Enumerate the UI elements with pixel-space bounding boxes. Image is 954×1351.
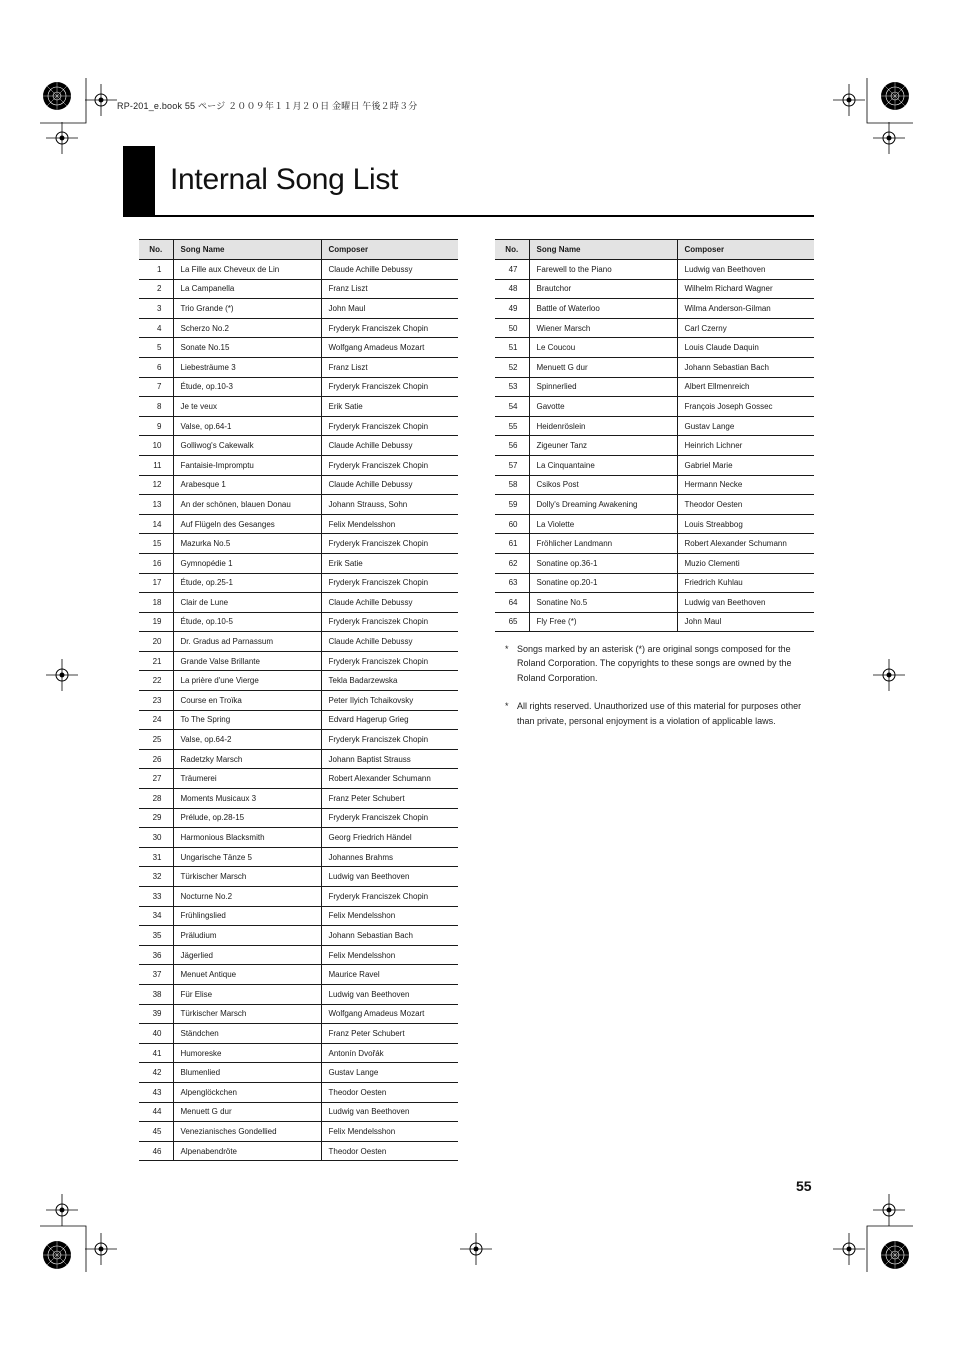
song-rows <box>495 260 814 632</box>
table-row <box>139 1024 458 1044</box>
page-title: Internal Song List <box>170 163 399 196</box>
title-rule <box>123 215 814 217</box>
starburst-icon <box>881 82 909 110</box>
composer-name: John Maul <box>321 299 458 319</box>
table-row <box>139 926 458 946</box>
song-name: An der schönen, blauen Donau <box>173 495 321 515</box>
header-no: No. <box>495 240 529 260</box>
header-song-name: Song Name <box>529 240 677 260</box>
song-name: Trio Grande (*) <box>173 299 321 319</box>
composer-name: Fryderyk Franciszek Chopin <box>321 318 458 338</box>
composer-name: Edvard Hagerup Grieg <box>321 710 458 730</box>
song-name: Menuett G dur <box>173 1102 321 1122</box>
song-name: Sonatine op.20-1 <box>529 573 677 593</box>
table-row <box>139 945 458 965</box>
song-name: Auf Flügeln des Gesanges <box>173 514 321 534</box>
composer-name: Johann Sebastian Bach <box>321 926 458 946</box>
crosshair-icon <box>85 84 117 116</box>
composer-name: Johann Sebastian Bach <box>677 357 814 377</box>
song-name: Arabesque 1 <box>173 475 321 495</box>
song-name: Scherzo No.2 <box>173 318 321 338</box>
song-name: Fly Free (*) <box>529 612 677 632</box>
song-name: Le Coucou <box>529 338 677 358</box>
composer-name: Fryderyk Franciszek Chopin <box>321 534 458 554</box>
table-row <box>495 514 814 534</box>
table-row <box>139 632 458 652</box>
composer-name: Peter Ilyich Tchaikovsky <box>321 691 458 711</box>
song-name: Battle of Waterloo <box>529 299 677 319</box>
song-number: 52 <box>495 357 529 377</box>
table-row <box>495 318 814 338</box>
song-name: Golliwog's Cakewalk <box>173 436 321 456</box>
song-name: Moments Musicaux 3 <box>173 789 321 809</box>
table-row <box>139 416 458 436</box>
song-name: Clair de Lune <box>173 593 321 613</box>
song-number: 11 <box>139 455 173 475</box>
song-number: 2 <box>139 279 173 299</box>
table-row <box>139 593 458 613</box>
song-name: Venezianisches Gondellied <box>173 1122 321 1142</box>
composer-name: Johannes Brahms <box>321 847 458 867</box>
song-name: La Violette <box>529 514 677 534</box>
table-row <box>139 1082 458 1102</box>
table-row <box>139 1043 458 1063</box>
table-row <box>495 573 814 593</box>
song-number: 17 <box>139 573 173 593</box>
song-name: Étude, op.10-3 <box>173 377 321 397</box>
composer-name: Ludwig van Beethoven <box>321 984 458 1004</box>
song-number: 32 <box>139 867 173 887</box>
song-number: 36 <box>139 945 173 965</box>
composer-name: Claude Achille Debussy <box>321 475 458 495</box>
song-number: 65 <box>495 612 529 632</box>
crosshair-icon <box>46 1194 78 1226</box>
crosshair-icon <box>873 659 905 691</box>
song-number: 63 <box>495 573 529 593</box>
song-name: Radetzky Marsch <box>173 749 321 769</box>
table-row <box>495 495 814 515</box>
composer-name: Johann Strauss, Sohn <box>321 495 458 515</box>
song-number: 30 <box>139 828 173 848</box>
table-row <box>139 1063 458 1083</box>
song-number: 3 <box>139 299 173 319</box>
song-name: Humoreske <box>173 1043 321 1063</box>
table-row <box>495 593 814 613</box>
composer-name: Fryderyk Franciszek Chopin <box>321 455 458 475</box>
composer-name: Fryderyk Franciszek Chopin <box>321 651 458 671</box>
header-composer: Composer <box>677 240 814 260</box>
composer-name: Franz Peter Schubert <box>321 1024 458 1044</box>
song-name: La prière d'une Vierge <box>173 671 321 691</box>
song-number: 45 <box>139 1122 173 1142</box>
table-row <box>139 534 458 554</box>
song-name: Valse, op.64-1 <box>173 416 321 436</box>
composer-name: Wilhelm Richard Wagner <box>677 279 814 299</box>
song-name: Türkischer Marsch <box>173 1004 321 1024</box>
song-name: Fröhlicher Landmann <box>529 534 677 554</box>
song-name: Wiener Marsch <box>529 318 677 338</box>
crosshair-icon <box>46 122 78 154</box>
song-number: 16 <box>139 553 173 573</box>
song-name: Gavotte <box>529 397 677 417</box>
song-name: Für Elise <box>173 984 321 1004</box>
table-row <box>139 279 458 299</box>
song-number: 37 <box>139 965 173 985</box>
song-name: Alpenglöckchen <box>173 1082 321 1102</box>
table-row <box>139 984 458 1004</box>
title-black-block <box>123 146 155 217</box>
composer-name: Felix Mendelsshon <box>321 514 458 534</box>
song-number: 51 <box>495 338 529 358</box>
composer-name: Wolfgang Amadeus Mozart <box>321 338 458 358</box>
composer-name: Gabriel Marie <box>677 455 814 475</box>
table-row <box>139 260 458 280</box>
composer-name: Friedrich Kuhlau <box>677 573 814 593</box>
song-number: 34 <box>139 906 173 926</box>
table-row <box>495 279 814 299</box>
song-name: Harmonious Blacksmith <box>173 828 321 848</box>
footnote-text: Songs marked by an asterisk (*) are original songs composed for the Roland Corporation. The copyrights to these songs are owned by the Roland Corporation. <box>517 644 792 683</box>
song-number: 29 <box>139 808 173 828</box>
table-row <box>495 436 814 456</box>
song-name: Étude, op.10-5 <box>173 612 321 632</box>
composer-name: Erik Satie <box>321 397 458 417</box>
table-row <box>495 475 814 495</box>
table-row <box>139 867 458 887</box>
song-number: 43 <box>139 1082 173 1102</box>
table-row <box>495 260 814 280</box>
composer-name: Albert Ellmenreich <box>677 377 814 397</box>
composer-name: Felix Mendelsshon <box>321 1122 458 1142</box>
song-number: 26 <box>139 749 173 769</box>
song-name: Grande Valse Brillante <box>173 651 321 671</box>
table-row <box>139 514 458 534</box>
song-number: 14 <box>139 514 173 534</box>
song-number: 13 <box>139 495 173 515</box>
crosshair-icon <box>833 84 865 116</box>
song-number: 46 <box>139 1141 173 1161</box>
song-number: 20 <box>139 632 173 652</box>
song-number: 58 <box>495 475 529 495</box>
song-name: Jägerlied <box>173 945 321 965</box>
song-number: 61 <box>495 534 529 554</box>
crosshair-icon <box>460 1233 492 1265</box>
song-number: 21 <box>139 651 173 671</box>
composer-name: Wilma Anderson-Gilman <box>677 299 814 319</box>
song-name: Heidenröslein <box>529 416 677 436</box>
composer-name: Ludwig van Beethoven <box>321 1102 458 1122</box>
composer-name: Fryderyk Franciszek Chopin <box>321 808 458 828</box>
table-row <box>139 847 458 867</box>
starburst-icon <box>43 1241 71 1269</box>
song-number: 49 <box>495 299 529 319</box>
song-number: 56 <box>495 436 529 456</box>
song-number: 10 <box>139 436 173 456</box>
song-name: Fantaisie-Impromptu <box>173 455 321 475</box>
table-row <box>139 671 458 691</box>
composer-name: Felix Mendelsshon <box>321 906 458 926</box>
composer-name: Fryderyk Franciszek Chopin <box>321 377 458 397</box>
composer-name: John Maul <box>677 612 814 632</box>
table-row <box>139 730 458 750</box>
composer-name: Claude Achille Debussy <box>321 260 458 280</box>
composer-name: Fryderyk Franciszek Chopin <box>321 612 458 632</box>
composer-name: Franz Liszt <box>321 279 458 299</box>
song-number: 18 <box>139 593 173 613</box>
table-row <box>139 749 458 769</box>
header-song-name: Song Name <box>173 240 321 260</box>
table-row <box>139 475 458 495</box>
composer-name: François Joseph Gossec <box>677 397 814 417</box>
crosshair-icon <box>873 1194 905 1226</box>
song-name: Liebesträume 3 <box>173 357 321 377</box>
table-row <box>495 299 814 319</box>
song-number: 8 <box>139 397 173 417</box>
song-name: Zigeuner Tanz <box>529 436 677 456</box>
song-number: 24 <box>139 710 173 730</box>
song-number: 57 <box>495 455 529 475</box>
table-row <box>495 612 814 632</box>
table-row <box>139 357 458 377</box>
table-row <box>139 887 458 907</box>
composer-name: Fryderyk Franciszek Chopin <box>321 730 458 750</box>
header-composer: Composer <box>321 240 458 260</box>
song-name: La Campanella <box>173 279 321 299</box>
song-number: 33 <box>139 887 173 907</box>
song-name: Dolly's Dreaming Awakening <box>529 495 677 515</box>
song-name: Menuet Antique <box>173 965 321 985</box>
composer-name: Ludwig van Beethoven <box>677 260 814 280</box>
table-row <box>495 397 814 417</box>
song-number: 5 <box>139 338 173 358</box>
song-name: Brautchor <box>529 279 677 299</box>
table-row <box>139 553 458 573</box>
song-rows <box>139 260 458 1161</box>
composer-name: Fryderyk Franciszek Chopin <box>321 573 458 593</box>
table-row <box>139 318 458 338</box>
page-number: 55 <box>796 1178 812 1194</box>
composer-name: Hermann Necke <box>677 475 814 495</box>
table-row <box>139 906 458 926</box>
song-number: 25 <box>139 730 173 750</box>
song-number: 54 <box>495 397 529 417</box>
table-header-row <box>139 240 458 260</box>
song-name: Je te veux <box>173 397 321 417</box>
song-name: Mazurka No.5 <box>173 534 321 554</box>
song-name: Alpenabendröte <box>173 1141 321 1161</box>
song-name: Gymnopédie 1 <box>173 553 321 573</box>
composer-name: Erik Satie <box>321 553 458 573</box>
song-number: 39 <box>139 1004 173 1024</box>
song-number: 7 <box>139 377 173 397</box>
song-name: Blumenlied <box>173 1063 321 1083</box>
table-row <box>139 789 458 809</box>
song-number: 31 <box>139 847 173 867</box>
composer-name: Claude Achille Debussy <box>321 632 458 652</box>
composer-name: Gustav Lange <box>321 1063 458 1083</box>
table-row <box>139 651 458 671</box>
table-row <box>139 436 458 456</box>
song-name: Dr. Gradus ad Parnassum <box>173 632 321 652</box>
table-row <box>495 416 814 436</box>
song-number: 27 <box>139 769 173 789</box>
table-row <box>495 357 814 377</box>
song-number: 9 <box>139 416 173 436</box>
song-name: Frühlingslied <box>173 906 321 926</box>
table-row <box>139 1102 458 1122</box>
song-number: 28 <box>139 789 173 809</box>
composer-name: Robert Alexander Schumann <box>677 534 814 554</box>
footnote <box>505 699 817 728</box>
table-row <box>495 377 814 397</box>
table-row <box>139 1122 458 1142</box>
song-number: 22 <box>139 671 173 691</box>
table-header-row <box>495 240 814 260</box>
song-name: Sonatine op.36-1 <box>529 553 677 573</box>
footnote-marker: * <box>505 701 509 712</box>
table-row <box>139 1004 458 1024</box>
table-row <box>139 808 458 828</box>
song-name: Spinnerlied <box>529 377 677 397</box>
composer-name: Muzio Clementi <box>677 553 814 573</box>
table-row <box>139 710 458 730</box>
crosshair-icon <box>85 1233 117 1265</box>
song-name: Präludium <box>173 926 321 946</box>
composer-name: Franz Peter Schubert <box>321 789 458 809</box>
composer-name: Antonín Dvořák <box>321 1043 458 1063</box>
composer-name: Claude Achille Debussy <box>321 436 458 456</box>
composer-name: Franz Liszt <box>321 357 458 377</box>
song-number: 47 <box>495 260 529 280</box>
song-number: 12 <box>139 475 173 495</box>
table-row <box>139 338 458 358</box>
song-number: 19 <box>139 612 173 632</box>
composer-name: Felix Mendelsshon <box>321 945 458 965</box>
table-row <box>139 495 458 515</box>
header-no: No. <box>139 240 173 260</box>
song-number: 6 <box>139 357 173 377</box>
composer-name: Heinrich Lichner <box>677 436 814 456</box>
table-row <box>139 397 458 417</box>
song-name: Farewell to the Piano <box>529 260 677 280</box>
table-row <box>139 691 458 711</box>
song-name: Sonate No.15 <box>173 338 321 358</box>
song-number: 23 <box>139 691 173 711</box>
song-name: Étude, op.25-1 <box>173 573 321 593</box>
composer-name: Maurice Ravel <box>321 965 458 985</box>
song-name: Csikos Post <box>529 475 677 495</box>
song-name: Träumerei <box>173 769 321 789</box>
song-number: 1 <box>139 260 173 280</box>
song-table-right <box>495 239 814 632</box>
song-number: 42 <box>139 1063 173 1083</box>
song-name: Ständchen <box>173 1024 321 1044</box>
table-row <box>495 455 814 475</box>
composer-name: Theodor Oesten <box>677 495 814 515</box>
footnote-text: All rights reserved. Unauthorized use of this material for purposes other than private, personal enjoyment is a violation of applicable laws. <box>517 701 802 726</box>
composer-name: Ludwig van Beethoven <box>677 593 814 613</box>
song-number: 15 <box>139 534 173 554</box>
song-number: 50 <box>495 318 529 338</box>
song-name: Ungarische Tänze 5 <box>173 847 321 867</box>
footnotes <box>505 642 817 742</box>
table-row <box>495 534 814 554</box>
composer-name: Wolfgang Amadeus Mozart <box>321 1004 458 1024</box>
song-name: Türkischer Marsch <box>173 867 321 887</box>
starburst-icon <box>881 1241 909 1269</box>
song-number: 55 <box>495 416 529 436</box>
song-number: 64 <box>495 593 529 613</box>
composer-name: Fryderyk Franciszek Chopin <box>321 416 458 436</box>
crosshair-icon <box>833 1233 865 1265</box>
table-row <box>139 828 458 848</box>
composer-name: Robert Alexander Schumann <box>321 769 458 789</box>
composer-name: Gustav Lange <box>677 416 814 436</box>
song-name: Nocturne No.2 <box>173 887 321 907</box>
table-row <box>139 769 458 789</box>
song-table-left <box>139 239 458 1161</box>
song-number: 60 <box>495 514 529 534</box>
composer-name: Johann Baptist Strauss <box>321 749 458 769</box>
table-row <box>139 377 458 397</box>
composer-name: Louis Streabbog <box>677 514 814 534</box>
song-name: Sonatine No.5 <box>529 593 677 613</box>
song-number: 40 <box>139 1024 173 1044</box>
song-name: La Fille aux Cheveux de Lin <box>173 260 321 280</box>
table-row <box>139 455 458 475</box>
composer-name: Carl Czerny <box>677 318 814 338</box>
song-name: Valse, op.64-2 <box>173 730 321 750</box>
table-row <box>139 1141 458 1161</box>
song-number: 62 <box>495 553 529 573</box>
print-header-meta: RP-201_e.book 55 ページ ２００９年１１月２０日 金曜日 午後２時３分 <box>117 101 418 111</box>
composer-name: Georg Friedrich Händel <box>321 828 458 848</box>
composer-name: Theodor Oesten <box>321 1082 458 1102</box>
song-number: 59 <box>495 495 529 515</box>
song-number: 44 <box>139 1102 173 1122</box>
footnote-marker: * <box>505 644 509 654</box>
song-name: La Cinquantaine <box>529 455 677 475</box>
song-number: 38 <box>139 984 173 1004</box>
song-number: 4 <box>139 318 173 338</box>
composer-name: Fryderyk Franciszek Chopin <box>321 887 458 907</box>
table-row <box>495 553 814 573</box>
table-row <box>139 612 458 632</box>
song-name: Course en Troïka <box>173 691 321 711</box>
song-number: 53 <box>495 377 529 397</box>
crosshair-icon <box>873 122 905 154</box>
composer-name: Tekla Badarzewska <box>321 671 458 691</box>
table-row <box>139 965 458 985</box>
composer-name: Claude Achille Debussy <box>321 593 458 613</box>
composer-name: Louis Claude Daquin <box>677 338 814 358</box>
song-name: Prélude, op.28-15 <box>173 808 321 828</box>
composer-name: Ludwig van Beethoven <box>321 867 458 887</box>
footnote <box>505 642 817 685</box>
song-name: To The Spring <box>173 710 321 730</box>
song-number: 48 <box>495 279 529 299</box>
composer-name: Theodor Oesten <box>321 1141 458 1161</box>
crosshair-icon <box>46 659 78 691</box>
song-number: 41 <box>139 1043 173 1063</box>
starburst-icon <box>43 82 71 110</box>
song-name: Menuett G dur <box>529 357 677 377</box>
table-row <box>139 299 458 319</box>
song-number: 35 <box>139 926 173 946</box>
table-row <box>495 338 814 358</box>
table-row <box>139 573 458 593</box>
